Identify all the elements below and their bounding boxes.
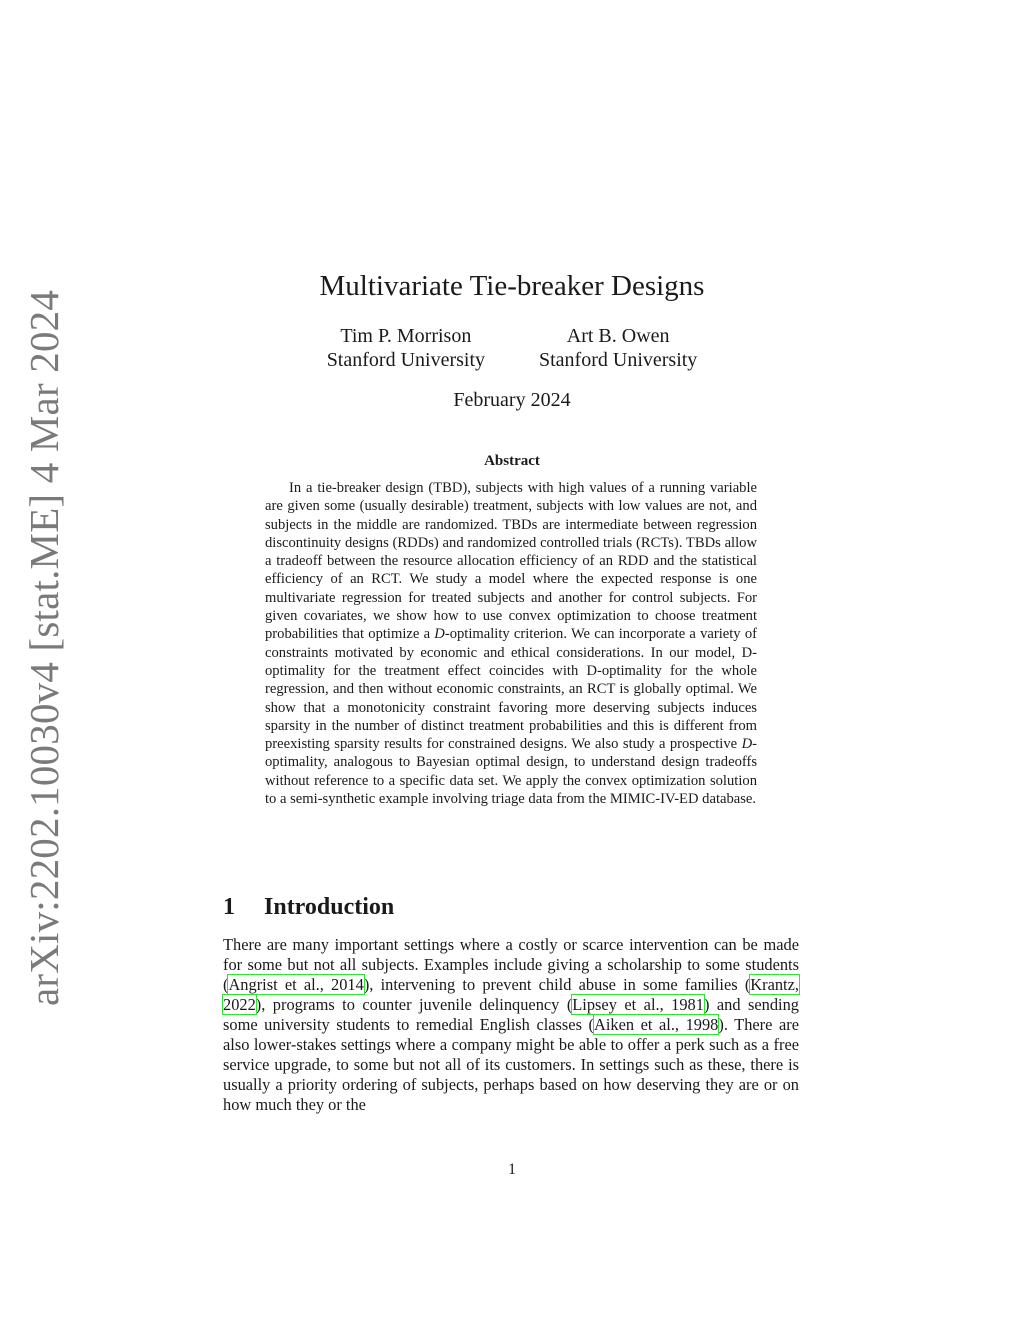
author-2 [539, 324, 697, 372]
intro-text-3: ), programs to counter juvenile delinquency ( [255, 995, 573, 1014]
citation-link-lipsey[interactable]: Lipsey et al., 1981 [572, 995, 704, 1014]
abstract-text-part-1: In a tie-breaker design (TBD), subjects with high values of a running variable are given some (usually desirable) treatment, subjects with low values are not, and subjects in the middle are randomized. TBDs are intermediate between regression discontinuity designs (RDDs) and randomized controlled trials (RCTs). TBDs allow a tradeoff between the resource allocation efficiency of an RDD and the statistical efficiency of an RCT. We study a model where the expected response is one multivariate regression for treated subjects and another for control subjects. For given covariates, we show how to use convex optimization to choose treatment probabilities that optimize a [265, 480, 757, 643]
author-1 [327, 324, 485, 372]
paper-date: February 2024 [453, 389, 571, 411]
paper-title: Multivariate Tie-breaker Designs [319, 270, 705, 302]
intro-text-5: ). There are also lower-stakes settings where a company might be able to offer a perk such as a free service upgrade, to some but not all of its customers. In settings such as these, there is usually a priority ordering of subjects, perhaps based on how deserving they are or on how much they or the [223, 1015, 799, 1114]
intro-text-4: ) and sending some university students to remedial English classes ( [223, 995, 799, 1034]
author-1-name: Tim P. Morrison [340, 325, 472, 347]
intro-text-2: ), intervening to prevent child abuse in some families ( [363, 975, 751, 994]
author-1-affiliation: Stanford University [326, 349, 485, 371]
arxiv-identifier: arXiv:2202.10030v4 [stat.ME] 4 Mar 2024 [21, 289, 67, 1007]
citation-link-krantz[interactable]: Krantz, 2022 [223, 975, 799, 1014]
introduction-paragraph [223, 935, 799, 1115]
abstract-d-symbol-1: D [434, 626, 445, 643]
intro-text-1: There are many important settings where a costly or scarce intervention can be made for some but not all subjects. Examples include giving a scholarship to some students ( [223, 935, 799, 994]
citation-link-aiken[interactable]: Aiken et al., 1998 [593, 1015, 719, 1034]
author-block [0, 324, 1024, 372]
section-heading [223, 892, 394, 922]
citation-link-angrist[interactable]: Angrist et al., 2014 [228, 975, 364, 994]
abstract-text-part-3: -optimality, analogous to Bayesian optimal design, to understand design tradeoffs without reference to a specific data set. We apply the convex optimization solution to a semi-synthetic example involving triage data from the MIMIC-IV-ED database. [265, 736, 757, 808]
abstract-text-part-2: -optimality criterion. We can incorporate a variety of constraints motivated by economic and ethical considerations. In our model, D-optimality for the treatment effect coincides with D-optimality for the whole regression, and then without economic constraints, an RCT is globally optimal. We show that a monotonicity constraint favoring more deserving subjects induces sparsity in the number of distinct treatment probabilities and this is different from preexisting sparsity results for constrained designs. We also study a prospective [265, 626, 757, 753]
abstract-d-symbol-2: D [741, 736, 753, 753]
section-title: Introduction [264, 894, 395, 920]
abstract-text [265, 479, 757, 808]
page-number: 1 [508, 1161, 516, 1178]
section-number: 1 [223, 894, 235, 920]
abstract-heading: Abstract [484, 453, 540, 469]
author-2-affiliation: Stanford University [539, 349, 698, 371]
author-2-name: Art B. Owen [566, 325, 670, 347]
